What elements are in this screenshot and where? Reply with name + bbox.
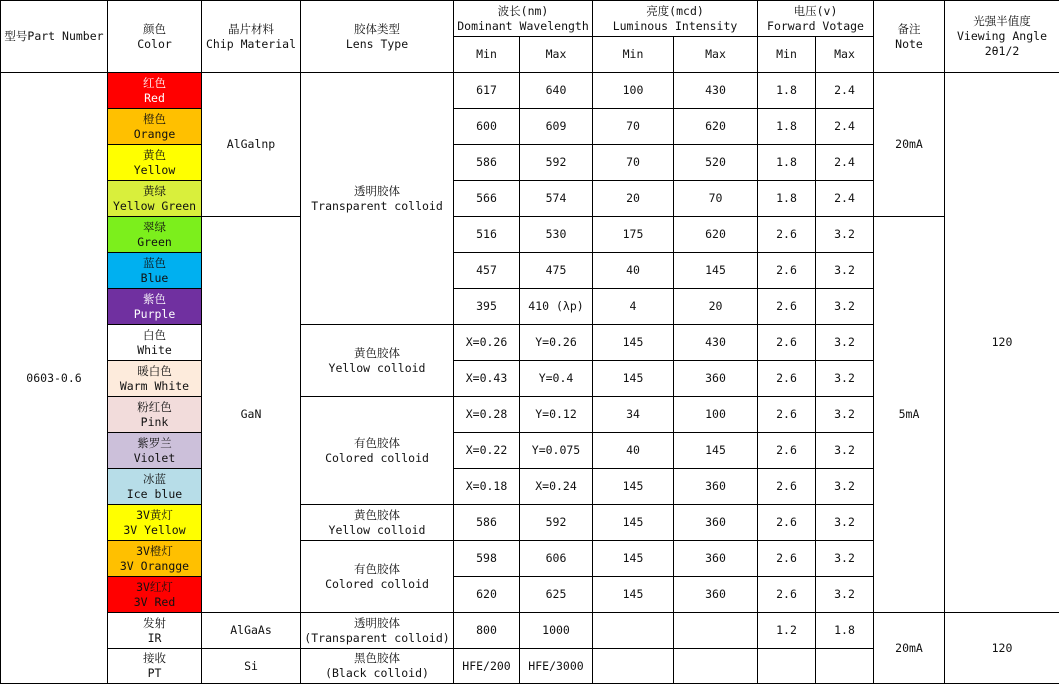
intensity-max-cell: 360 <box>674 361 758 397</box>
intensity-min-cell: 145 <box>593 469 674 505</box>
lens-cn: 黑色胶体 <box>301 651 453 666</box>
header-angle-sub: 2θ1/2 <box>945 44 1059 59</box>
voltage-max-cell: 3.2 <box>816 325 874 361</box>
intensity-max-cell: 20 <box>674 289 758 325</box>
header-chip-material <box>202 1 301 73</box>
voltage-max-cell: 1.8 <box>816 613 874 649</box>
header-voltage <box>758 1 874 37</box>
header-chip-en: Chip Material <box>202 37 300 52</box>
viewing-angle-cell: 120 <box>945 73 1059 613</box>
table-body <box>1 1 1059 684</box>
intensity-max-cell: 520 <box>674 145 758 181</box>
color-en: Ice blue <box>108 487 201 502</box>
wavelength-min-cell: 457 <box>454 253 520 289</box>
wavelength-max-cell: HFE/3000 <box>520 649 593 684</box>
voltage-max-cell: 3.2 <box>816 397 874 433</box>
color-cn: 翠绿 <box>108 220 201 235</box>
voltage-min-cell <box>758 649 816 684</box>
lens-cn: 有色胶体 <box>301 436 453 451</box>
voltage-min-cell: 1.8 <box>758 109 816 145</box>
wavelength-max-cell: 609 <box>520 109 593 145</box>
header-wavelength-en: Dominant Wavelength <box>454 19 592 34</box>
viewing-angle-cell: 120 <box>945 613 1059 684</box>
color-en: 3V Yellow <box>108 523 201 538</box>
wavelength-min-cell: 395 <box>454 289 520 325</box>
table-row <box>1 613 1059 649</box>
header-angle-cn: 光强半值度 <box>945 14 1059 29</box>
wavelength-min-cell: X=0.26 <box>454 325 520 361</box>
wavelength-min-cell: HFE/200 <box>454 649 520 684</box>
wavelength-min-cell: 566 <box>454 181 520 217</box>
intensity-max-cell: 145 <box>674 253 758 289</box>
header-note <box>874 1 945 73</box>
color-cell <box>108 109 202 145</box>
note-cell: 20mA <box>874 73 945 217</box>
voltage-min-cell: 2.6 <box>758 577 816 613</box>
intensity-max-cell <box>674 649 758 684</box>
intensity-max-cell: 360 <box>674 577 758 613</box>
color-en: Blue <box>108 271 201 286</box>
color-cn: 黄色 <box>108 148 201 163</box>
color-cn: 红色 <box>108 76 201 91</box>
color-cell <box>108 361 202 397</box>
header-note-cn: 备注 <box>874 22 944 37</box>
wavelength-max-cell: 606 <box>520 541 593 577</box>
intensity-min-cell: 20 <box>593 181 674 217</box>
color-cell <box>108 253 202 289</box>
color-cn: 白色 <box>108 328 201 343</box>
lens-en: Colored colloid <box>301 451 453 466</box>
color-en: Violet <box>108 451 201 466</box>
voltage-max-cell: 3.2 <box>816 541 874 577</box>
lens-cn: 有色胶体 <box>301 562 453 577</box>
lens-type-cell <box>301 649 454 684</box>
color-en: 3V Orangge <box>108 559 201 574</box>
wavelength-min-cell: 586 <box>454 505 520 541</box>
intensity-max-cell: 360 <box>674 469 758 505</box>
color-cn: 紫罗兰 <box>108 436 201 451</box>
header-intensity-en: Luminous Intensity <box>593 19 757 34</box>
color-cn: 3V橙灯 <box>108 544 201 559</box>
voltage-min-cell: 2.6 <box>758 433 816 469</box>
color-cn: 紫色 <box>108 292 201 307</box>
header-angle-en: Viewing Angle <box>945 29 1059 44</box>
color-en: Purple <box>108 307 201 322</box>
color-en: 3V Red <box>108 595 201 610</box>
intensity-min-cell: 175 <box>593 217 674 253</box>
color-cn: 3V黄灯 <box>108 508 201 523</box>
header-voltage-cn: 电压(v) <box>758 4 873 19</box>
intensity-max-cell <box>674 613 758 649</box>
header-wavelength <box>454 1 593 37</box>
voltage-max-cell <box>816 649 874 684</box>
color-cell <box>108 145 202 181</box>
voltage-max-cell: 3.2 <box>816 577 874 613</box>
voltage-min-cell: 2.6 <box>758 469 816 505</box>
intensity-min-cell: 4 <box>593 289 674 325</box>
voltage-max-cell: 3.2 <box>816 289 874 325</box>
wavelength-min-cell: 620 <box>454 577 520 613</box>
color-cn: 黄绿 <box>108 184 201 199</box>
wavelength-min-cell: 800 <box>454 613 520 649</box>
wavelength-max-cell: Y=0.26 <box>520 325 593 361</box>
intensity-min-cell: 40 <box>593 253 674 289</box>
wavelength-min-cell: 617 <box>454 73 520 109</box>
voltage-min-cell: 2.6 <box>758 325 816 361</box>
color-cn: 粉红色 <box>108 400 201 415</box>
lens-cn: 透明胶体 <box>301 184 453 199</box>
color-en: Red <box>108 91 201 106</box>
wavelength-max-cell: 410 (λp) <box>520 289 593 325</box>
color-cn: 橙色 <box>108 112 201 127</box>
wavelength-max-cell: X=0.24 <box>520 469 593 505</box>
color-cell <box>108 325 202 361</box>
wavelength-max-cell: 640 <box>520 73 593 109</box>
intensity-max-header: Max <box>674 37 758 73</box>
intensity-min-cell: 34 <box>593 397 674 433</box>
header-row <box>1 1 1059 37</box>
intensity-min-cell: 70 <box>593 109 674 145</box>
voltage-min-cell: 2.6 <box>758 253 816 289</box>
wavelength-max-cell: Y=0.4 <box>520 361 593 397</box>
lens-en: Yellow colloid <box>301 361 453 376</box>
lens-en: Yellow colloid <box>301 523 453 538</box>
intensity-max-cell: 360 <box>674 505 758 541</box>
color-cell <box>108 505 202 541</box>
chip-material-cell: GaN <box>202 217 301 613</box>
header-lens-cn: 胶体类型 <box>301 22 453 37</box>
color-en: Warm White <box>108 379 201 394</box>
color-cn: 蓝色 <box>108 256 201 271</box>
color-cn: 发射 <box>108 616 201 631</box>
chip-material-cell: Si <box>202 649 301 684</box>
wavelength-max-cell: 592 <box>520 145 593 181</box>
wavelength-min-cell: X=0.43 <box>454 361 520 397</box>
wavelength-max-header: Max <box>520 37 593 73</box>
intensity-min-cell: 70 <box>593 145 674 181</box>
lens-type-cell <box>301 397 454 505</box>
voltage-min-header: Min <box>758 37 816 73</box>
voltage-max-cell: 3.2 <box>816 217 874 253</box>
voltage-max-cell: 3.2 <box>816 505 874 541</box>
color-en: Pink <box>108 415 201 430</box>
color-cell <box>108 433 202 469</box>
voltage-max-cell: 2.4 <box>816 109 874 145</box>
header-intensity-cn: 亮度(mcd) <box>593 4 757 19</box>
wavelength-max-cell: 625 <box>520 577 593 613</box>
chip-material-cell: AlGaAs <box>202 613 301 649</box>
color-cn: 暖白色 <box>108 364 201 379</box>
table-row <box>1 217 1059 253</box>
voltage-min-cell: 2.6 <box>758 361 816 397</box>
color-cell <box>108 613 202 649</box>
intensity-min-cell: 145 <box>593 541 674 577</box>
color-en: Yellow Green <box>108 199 201 214</box>
chip-material-cell: AlGalnp <box>202 73 301 217</box>
voltage-min-cell: 1.2 <box>758 613 816 649</box>
intensity-min-cell: 145 <box>593 577 674 613</box>
intensity-max-cell: 360 <box>674 541 758 577</box>
note-cell: 20mA <box>874 613 945 684</box>
header-wavelength-cn: 波长(nm) <box>454 4 592 19</box>
lens-en: Colored colloid <box>301 577 453 592</box>
intensity-min-cell: 40 <box>593 433 674 469</box>
color-cn: 接收 <box>108 651 201 666</box>
intensity-min-cell <box>593 649 674 684</box>
header-part-number: 型号Part Number <box>1 1 108 73</box>
lens-en: (Transparent colloid) <box>301 631 453 646</box>
intensity-max-cell: 145 <box>674 433 758 469</box>
wavelength-min-cell: X=0.28 <box>454 397 520 433</box>
header-chip-cn: 晶片材料 <box>202 22 300 37</box>
wavelength-min-cell: 600 <box>454 109 520 145</box>
color-cell <box>108 289 202 325</box>
lens-type-cell <box>301 505 454 541</box>
color-en: Green <box>108 235 201 250</box>
voltage-max-cell: 3.2 <box>816 361 874 397</box>
lens-type-cell <box>301 73 454 325</box>
header-viewing-angle <box>945 1 1059 73</box>
header-color <box>108 1 202 73</box>
lens-type-cell <box>301 325 454 397</box>
color-cell <box>108 541 202 577</box>
wavelength-min-header: Min <box>454 37 520 73</box>
voltage-min-cell: 1.8 <box>758 73 816 109</box>
wavelength-min-cell: 586 <box>454 145 520 181</box>
lens-en: Transparent colloid <box>301 199 453 214</box>
intensity-min-cell: 100 <box>593 73 674 109</box>
header-voltage-en: Forward Votage <box>758 19 873 34</box>
color-en: Yellow <box>108 163 201 178</box>
wavelength-max-cell: Y=0.075 <box>520 433 593 469</box>
wavelength-max-cell: 475 <box>520 253 593 289</box>
wavelength-max-cell: 592 <box>520 505 593 541</box>
intensity-max-cell: 620 <box>674 217 758 253</box>
header-note-en: Note <box>874 37 944 52</box>
intensity-max-cell: 430 <box>674 73 758 109</box>
voltage-max-cell: 2.4 <box>816 145 874 181</box>
part-number-cell: 0603-0.6 <box>1 73 108 684</box>
color-en: White <box>108 343 201 358</box>
voltage-min-cell: 2.6 <box>758 505 816 541</box>
note-cell: 5mA <box>874 217 945 613</box>
voltage-max-cell: 3.2 <box>816 253 874 289</box>
color-en: IR <box>108 631 201 646</box>
intensity-max-cell: 620 <box>674 109 758 145</box>
lens-type-cell <box>301 541 454 613</box>
color-cn: 3V红灯 <box>108 580 201 595</box>
color-cell <box>108 469 202 505</box>
color-en: PT <box>108 666 201 681</box>
color-cn: 冰蓝 <box>108 472 201 487</box>
wavelength-min-cell: X=0.22 <box>454 433 520 469</box>
lens-cn: 黄色胶体 <box>301 346 453 361</box>
voltage-min-cell: 2.6 <box>758 289 816 325</box>
header-color-en: Color <box>108 37 201 52</box>
color-cell <box>108 73 202 109</box>
wavelength-min-cell: 516 <box>454 217 520 253</box>
color-cell <box>108 181 202 217</box>
wavelength-min-cell: X=0.18 <box>454 469 520 505</box>
voltage-min-cell: 2.6 <box>758 397 816 433</box>
wavelength-max-cell: Y=0.12 <box>520 397 593 433</box>
intensity-min-cell: 145 <box>593 325 674 361</box>
header-color-cn: 颜色 <box>108 22 201 37</box>
intensity-max-cell: 70 <box>674 181 758 217</box>
voltage-max-cell: 3.2 <box>816 433 874 469</box>
header-lens-en: Lens Type <box>301 37 453 52</box>
voltage-min-cell: 2.6 <box>758 217 816 253</box>
lens-cn: 透明胶体 <box>301 616 453 631</box>
table-row <box>1 73 1059 109</box>
lens-cn: 黄色胶体 <box>301 508 453 523</box>
wavelength-max-cell: 530 <box>520 217 593 253</box>
voltage-max-header: Max <box>816 37 874 73</box>
lens-type-cell <box>301 613 454 649</box>
color-cell <box>108 577 202 613</box>
voltage-min-cell: 1.8 <box>758 145 816 181</box>
intensity-min-cell: 145 <box>593 505 674 541</box>
header-intensity <box>593 1 758 37</box>
color-en: Orange <box>108 127 201 142</box>
voltage-min-cell: 1.8 <box>758 181 816 217</box>
color-cell <box>108 217 202 253</box>
intensity-min-cell <box>593 613 674 649</box>
voltage-min-cell: 2.6 <box>758 541 816 577</box>
voltage-max-cell: 2.4 <box>816 73 874 109</box>
wavelength-max-cell: 1000 <box>520 613 593 649</box>
lens-en: (Black colloid) <box>301 666 453 681</box>
intensity-max-cell: 430 <box>674 325 758 361</box>
header-lens-type <box>301 1 454 73</box>
voltage-max-cell: 2.4 <box>816 181 874 217</box>
intensity-max-cell: 100 <box>674 397 758 433</box>
intensity-min-header: Min <box>593 37 674 73</box>
wavelength-min-cell: 598 <box>454 541 520 577</box>
wavelength-max-cell: 574 <box>520 181 593 217</box>
voltage-max-cell: 3.2 <box>816 469 874 505</box>
color-cell <box>108 397 202 433</box>
intensity-min-cell: 145 <box>593 361 674 397</box>
color-cell <box>108 649 202 684</box>
